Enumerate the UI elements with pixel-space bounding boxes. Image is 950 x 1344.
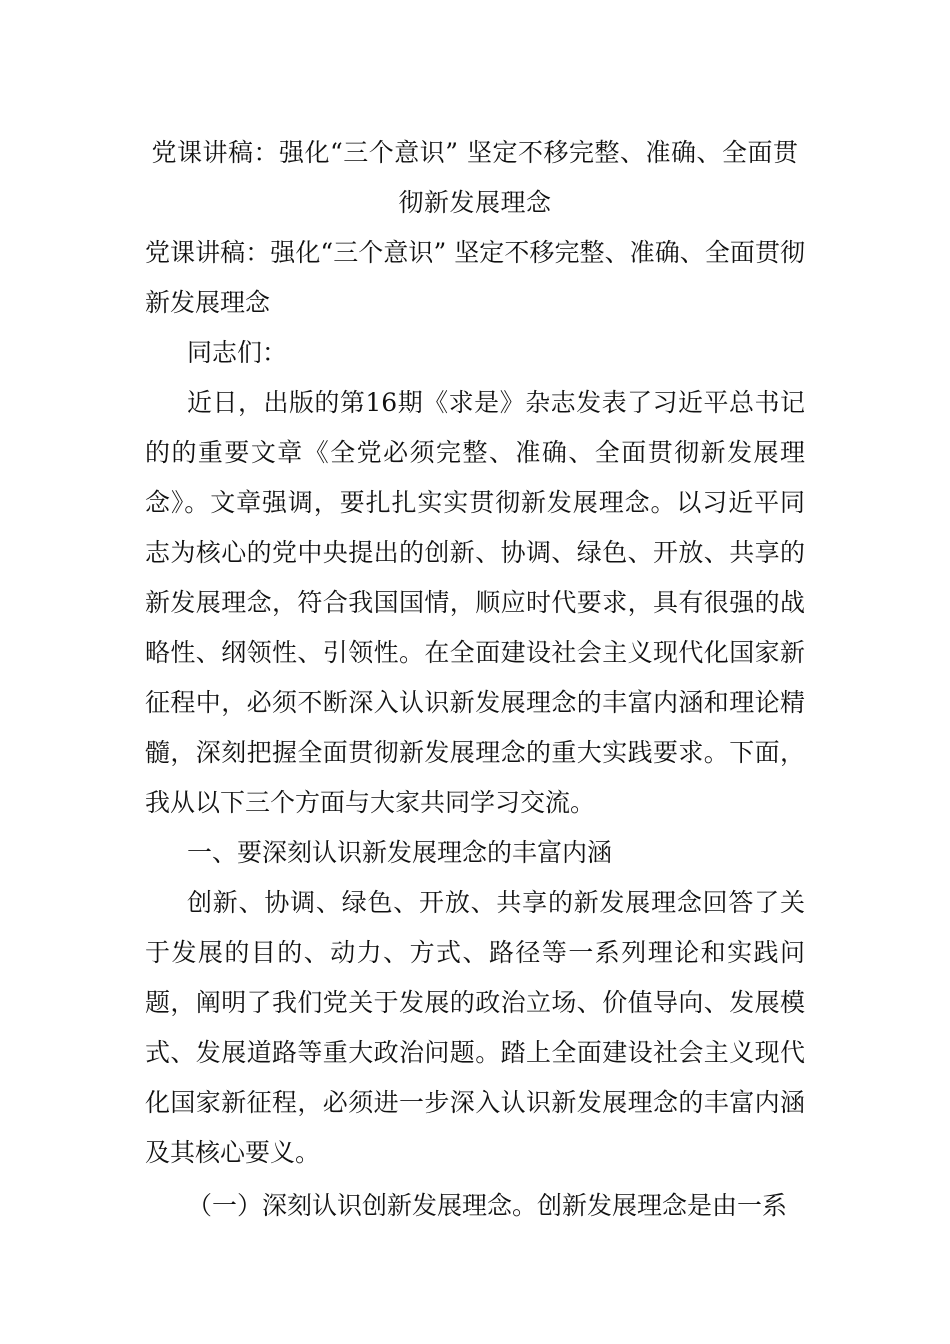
paragraph-subsection-1: （一）深刻认识创新发展理念。创新发展理念是由一系 — [187, 1191, 788, 1220]
paragraph-subtitle: 党课讲稿：强化“三个意识” 坚定不移完整、准确、全面贯彻新发展理念 — [145, 238, 805, 317]
document-title: 党课讲稿：强化“三个意识” 坚定不移完整、准确、全面贯彻新发展理念 — [151, 138, 799, 217]
paragraph-section-1: 创新、协调、绿色、开放、共享的新发展理念回答了关于发展的目的、动力、方式、路径等一系列理论和实践问题，阐明了我们党关于发展的政治立场、价值导向、发展模式、发展道路等重大政治问题。踏上全面建设社会主义现代化国家新征程，必须进一步深入认识新发展理念的丰富内涵及其核心要义。 — [145, 888, 805, 1167]
paragraph-salutation: 同志们： — [187, 338, 288, 367]
document-body — [145, 228, 805, 1231]
section-heading-1: 一、要深刻认识新发展理念的丰富内涵 — [187, 838, 613, 867]
paragraph-intro: 近日，出版的第16期《求是》杂志发表了习近平总书记的的重要文章《全党必须完整、准确、全面贯彻新发展理念》。文章强调，要扎扎实实贯彻新发展理念。以习近平同志为核心的党中央提出的创新、协调、绿色、开放、共享的新发展理念，符合我国国情，顺应时代要求，具有很强的战略性、纲领性、引领性。在全面建设社会主义现代化国家新征程中，必须不断深入认识新发展理念的丰富内涵和理论精髓，深刻把握全面贯彻新发展理念的重大实践要求。下面，我从以下三个方面与大家共同学习交流。 — [145, 388, 805, 817]
